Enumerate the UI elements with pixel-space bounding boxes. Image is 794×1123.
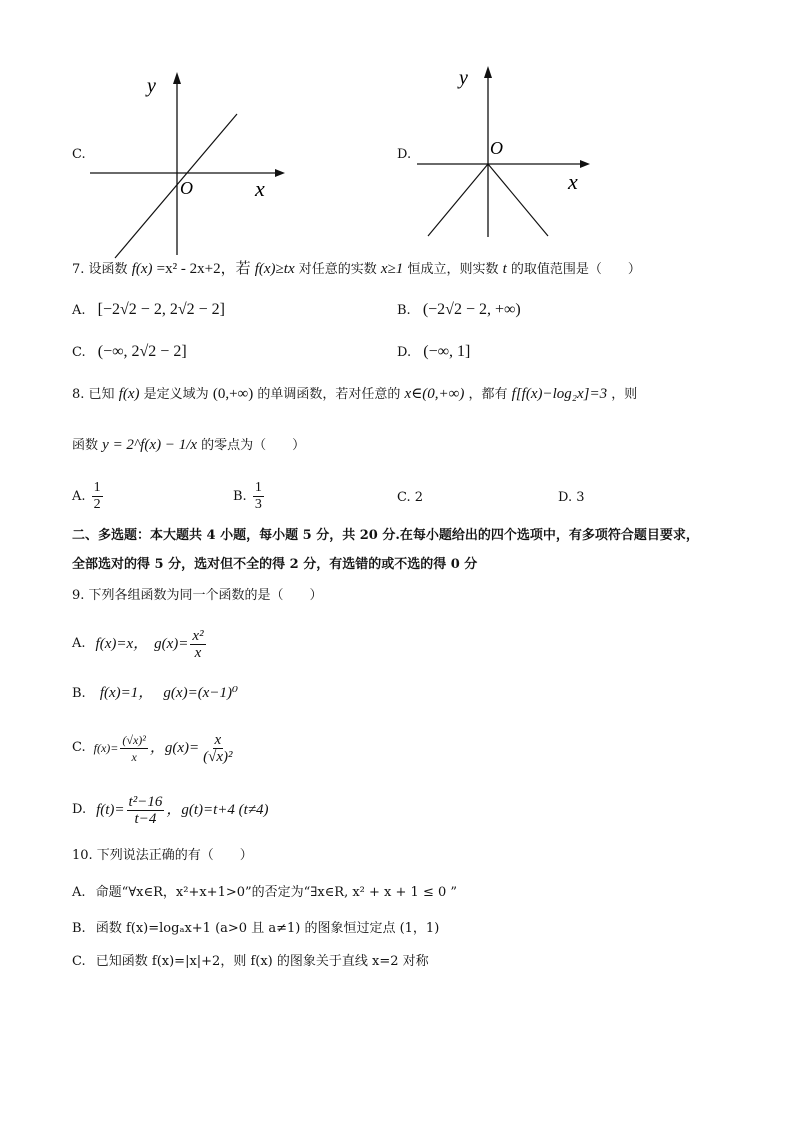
q8-option-a-denominator: 2 — [93, 497, 101, 512]
q8-text-d: ，都有 — [468, 387, 508, 402]
q7-option-b[interactable] — [397, 301, 521, 320]
q8-stem-line1 — [72, 385, 637, 404]
q8-domain: (0,+∞) — [212, 386, 254, 402]
q9-option-a-fraction — [190, 628, 205, 661]
q8-option-a-fraction — [92, 480, 103, 513]
q9-option-d-numerator: t²−16 — [128, 793, 163, 810]
q7-option-d[interactable] — [397, 343, 470, 362]
graph-c-label: C. — [72, 147, 86, 162]
q8-option-a-numerator: 1 — [93, 480, 101, 495]
q7-option-c-label: C. — [72, 345, 86, 360]
q7-text-b: 对任意的实数 — [298, 262, 377, 277]
q9-option-c-label: C. — [72, 740, 86, 755]
q8-stem-line2 — [72, 436, 305, 455]
q10-option-c[interactable] — [72, 953, 429, 971]
q7-option-a[interactable] — [72, 301, 225, 320]
q8-fx: f(x) — [118, 386, 140, 402]
q10-option-a[interactable] — [72, 884, 457, 902]
q8-option-c[interactable]: C. 2 — [397, 490, 424, 505]
q9-option-b-f: f(x)=1， — [99, 685, 154, 701]
q7-option-a-value: [−2√2 − 2, 2√2 − 2] — [97, 301, 225, 318]
q8-function: y = 2^f(x) − 1/x — [102, 437, 198, 453]
q9-option-b[interactable] — [72, 684, 238, 703]
graph-d-x-arrow — [580, 160, 590, 168]
q10-option-b[interactable] — [72, 920, 439, 938]
q8-line2-a: 函数 — [72, 438, 99, 453]
graph-c-origin-label: O — [180, 178, 193, 198]
graph-c-y-label: y — [147, 75, 156, 97]
graph-d-y-arrow — [484, 66, 492, 78]
q8-text-a: 已知 — [88, 387, 115, 402]
q8-equation: f[f(x)−log₂x]=3 — [511, 386, 608, 402]
q10-stem: 10. 下列说法正确的有（ ） — [72, 848, 253, 863]
q9-option-c-g-denominator: (√x)² — [203, 748, 233, 765]
q9-stem: 9. 下列各组函数为同一个函数的是（ ） — [72, 588, 323, 603]
q9-option-a-f: f(x)=x， — [95, 636, 149, 652]
q9-option-a-denominator: x — [194, 644, 202, 661]
q9-option-d-label: D. — [72, 802, 87, 817]
q10-option-b-label: B. — [72, 921, 86, 936]
q9-option-c-f: f(x)= — [93, 741, 119, 755]
section2-line1: 二、多选题：本大题共 4 小题，每小题 5 分，共 20 分.在每小题给出的四个选项中，有多项符合题目要求， — [72, 528, 699, 543]
q8-number: 8. — [72, 387, 85, 402]
graph-d — [412, 62, 612, 242]
q10-option-c-label: C. — [72, 954, 86, 969]
q9-option-d[interactable] — [72, 790, 269, 830]
graph-c-line — [115, 114, 237, 258]
graph-c — [85, 70, 285, 260]
q8-x-in-domain: x∈(0,+∞) — [404, 386, 465, 402]
q7-option-d-label: D. — [397, 345, 412, 360]
q7-option-c-value: (−∞, 2√2 − 2] — [97, 343, 187, 360]
q9-option-a-g: g(x)= — [154, 636, 189, 652]
q9-option-c-g-numerator: x — [214, 731, 222, 748]
graph-d-label: D. — [397, 147, 412, 162]
q8-option-b-label: B. — [233, 489, 247, 504]
graph-d-x-label: x — [568, 169, 578, 194]
q8-text-b: 是定义域为 — [143, 387, 209, 402]
graph-c-x-label: x — [255, 176, 265, 201]
q9-option-c-g-fraction — [201, 732, 234, 765]
q9-option-a-numerator: x² — [192, 627, 204, 644]
q8-option-b[interactable] — [233, 480, 266, 513]
q10-option-a-text: 命题“∀x∈R，x²+x+1>0”的否定为“∃x∈R, x² + x + 1 ≤ 0 ” — [95, 885, 458, 900]
q10-option-a-label: A. — [72, 885, 86, 900]
q7-definition: =x² - 2x+2，若 — [156, 261, 251, 277]
q7-text-d: 的取值范围是（ ） — [510, 262, 641, 277]
q8-text-e: ，则 — [611, 387, 638, 402]
graph-c-y-arrow — [173, 72, 181, 84]
q7-fx: f(x) — [131, 261, 153, 277]
q8-option-b-numerator: 1 — [254, 480, 262, 495]
q9-option-d-g: ，g(t)=t+4 (t≠4) — [166, 802, 269, 818]
graph-d-line-right — [488, 164, 548, 236]
q9-option-b-g: g(x)=(x−1)⁰ — [163, 685, 238, 701]
q10-option-b-text: 函数 f(x)=logₐx+1 (a>0 且 a≠1) 的图象恒过定点 (1，1) — [95, 921, 440, 936]
q7-option-b-value: (−2√2 − 2, +∞) — [422, 301, 521, 318]
q9-option-c-g: ，g(x)= — [149, 740, 200, 756]
q8-line2-b: 的零点为（ ） — [201, 438, 306, 453]
q7-option-d-value: (−∞, 1] — [423, 343, 471, 360]
q9-option-c-f-numerator: (√x)² — [122, 732, 146, 747]
q7-x-ge-1: x≥1 — [380, 261, 404, 277]
q9-option-d-fraction — [127, 794, 165, 827]
q7-text-c: 恒成立，则实数 — [407, 262, 499, 277]
q8-text-c: 的单调函数，若对任意的 — [257, 387, 401, 402]
graph-d-line-left — [428, 164, 488, 236]
q7-t: t — [502, 261, 507, 277]
q9-option-b-label: B. — [72, 686, 86, 701]
q7-number: 7. — [72, 262, 85, 277]
q7-stem — [72, 260, 641, 279]
q7-option-b-label: B. — [397, 303, 411, 318]
q9-option-d-denominator: t−4 — [134, 810, 157, 827]
graph-c-x-arrow — [275, 169, 285, 177]
q8-option-d[interactable]: D. 3 — [558, 490, 585, 505]
q9-option-a-label: A. — [72, 636, 86, 651]
q7-text-a: 设函数 — [88, 262, 128, 277]
q7-condition: f(x)≥tx — [254, 261, 295, 277]
graph-d-y-label: y — [459, 67, 468, 89]
q8-option-a[interactable] — [72, 480, 105, 513]
q8-option-b-fraction — [253, 480, 264, 513]
q10-option-c-text: 已知函数 f(x)=|x|+2，则 f(x) 的图象关于直线 x=2 对称 — [95, 954, 429, 969]
section2-line2: 全部选对的得 5 分，选对但不全的得 2 分，有选错的或不选的得 0 分 — [72, 557, 478, 572]
q9-option-d-f: f(t)= — [96, 802, 125, 818]
q9-option-c-f-denominator: x — [131, 749, 137, 764]
q9-option-c[interactable] — [72, 726, 237, 770]
q9-option-a[interactable] — [72, 624, 208, 664]
q7-option-a-label: A. — [72, 303, 86, 318]
graph-d-origin-label: O — [490, 138, 503, 158]
q9-option-c-f-fraction — [120, 732, 148, 765]
q8-option-a-label: A. — [72, 489, 86, 504]
q8-option-b-denominator: 3 — [254, 497, 262, 512]
q7-option-c[interactable] — [72, 343, 187, 362]
